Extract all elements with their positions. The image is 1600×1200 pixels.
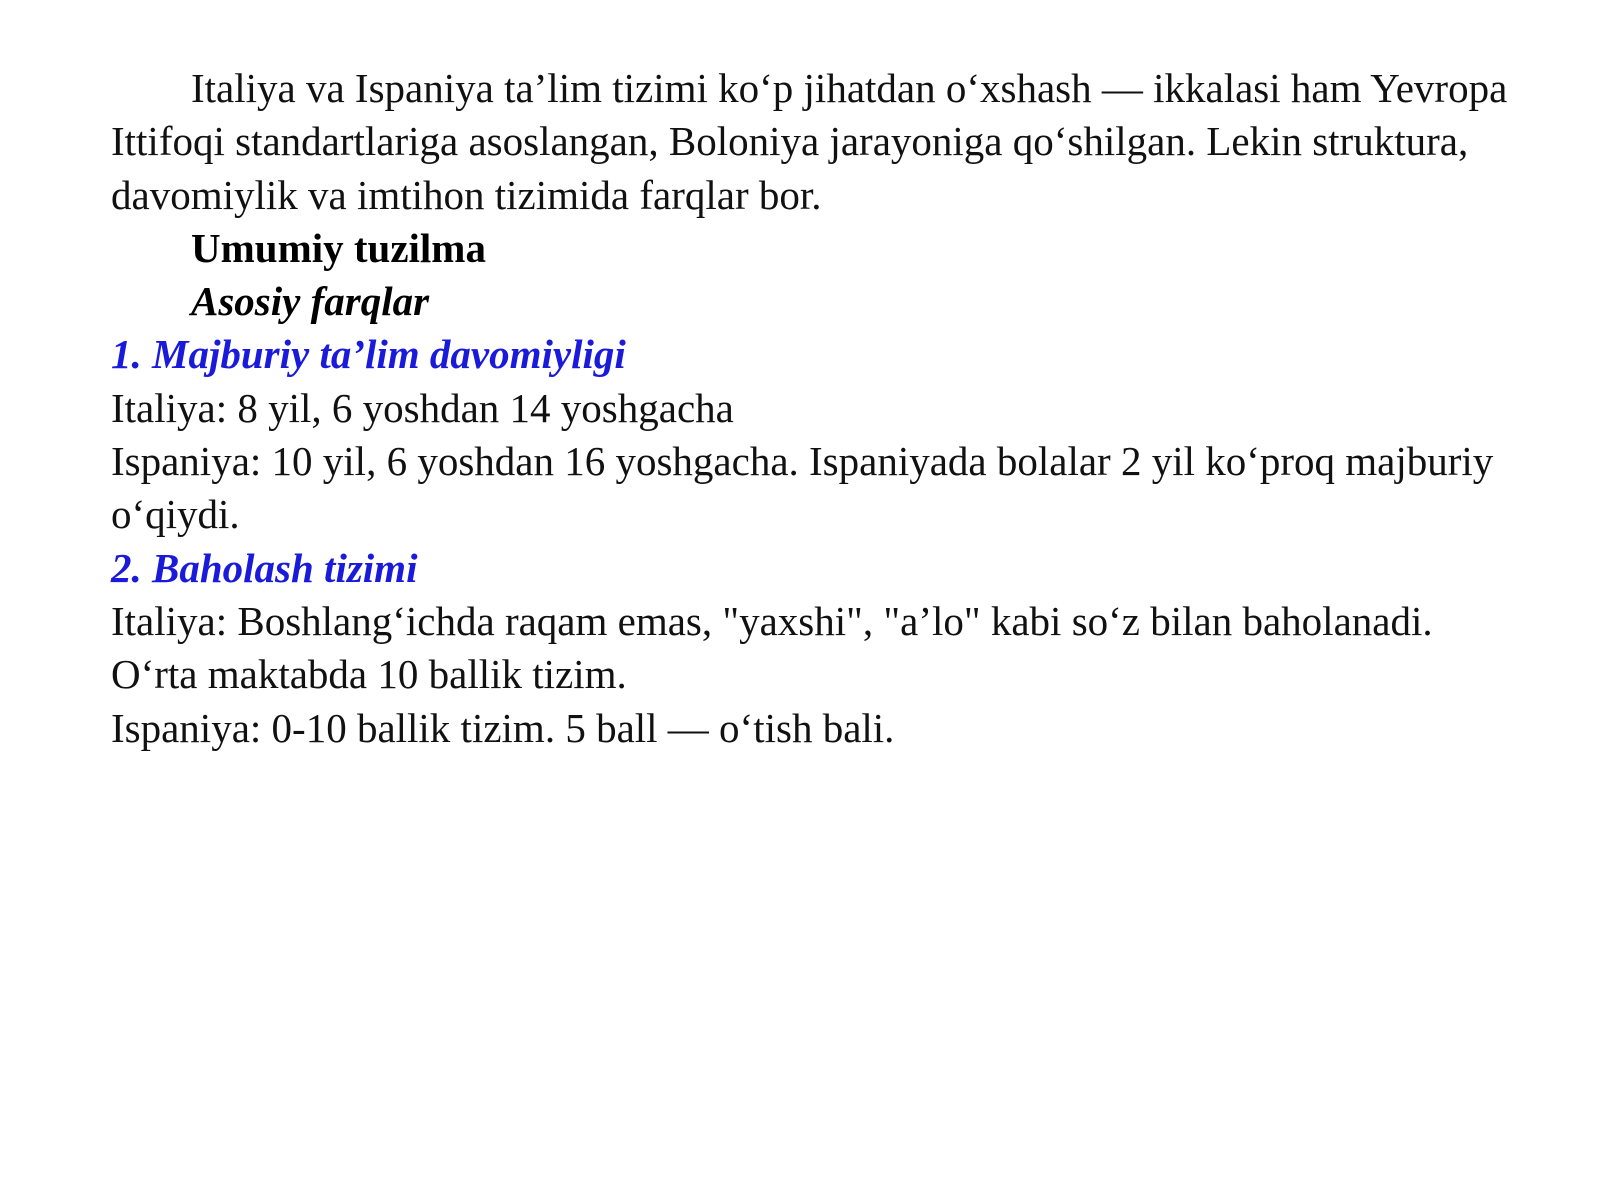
section-line-spain-duration: Ispaniya: 10 yil, 6 yoshdan 16 yoshgacha. Ispaniyada bolalar 2 yil ko‘proq majburiy o‘qiydi. bbox=[111, 438, 1494, 538]
section-line-italy-duration: Italiya: 8 yil, 6 yoshdan 14 yoshgacha bbox=[111, 384, 734, 431]
section-title-grading-system: 2. Baholash tizimi bbox=[111, 544, 418, 591]
document-body bbox=[111, 62, 1511, 755]
section-title-compulsory-duration: 1. Majburiy ta’lim davomiyligi bbox=[111, 331, 626, 378]
section-line-italy-grading: Italiya: Boshlang‘ichda raqam emas, "yaxshi", "a’lo" kabi so‘z bilan baholanadi. O‘rta maktabda 10 ballik tizim. bbox=[111, 597, 1433, 698]
intro-paragraph: Italiya va Ispaniya ta’lim tizimi ko‘p jihatdan o‘xshash — ikkalasi ham Yevropa Ittifoqi standartlariga asoslangan, Boloniya jarayoniga qo‘shilgan. Lekin struktura, davomiylik va imtihon tizimida farqlar bor. bbox=[111, 65, 1508, 218]
heading-differences: Asosiy farqlar bbox=[191, 278, 430, 325]
section-line-spain-grading: Ispaniya: 0-10 ballik tizim. 5 ball — o‘tish bali. bbox=[111, 704, 895, 751]
heading-structure: Umumiy tuzilma bbox=[191, 224, 486, 271]
